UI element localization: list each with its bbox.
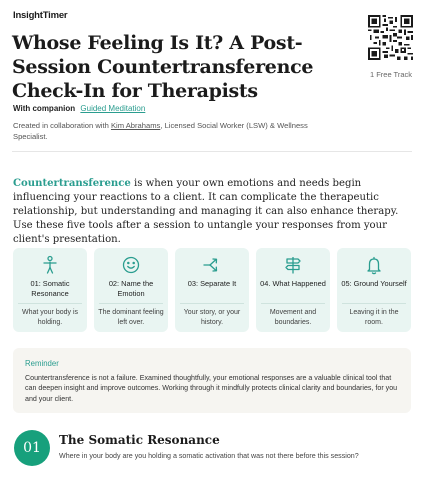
collab-prefix: Created in collaboration with [13, 121, 109, 130]
tool-divider [180, 303, 244, 304]
companion-line [13, 104, 145, 113]
insight-timer-logo[interactable]: InsightTimer [13, 10, 68, 21]
collaboration-credit [13, 120, 313, 142]
step-number-badge: 01 [14, 430, 50, 466]
tool-card-what-happened[interactable] [256, 248, 330, 332]
collab-suffix: , Licensed Social Worker (LSW) & Wellness Specialist. [13, 121, 308, 141]
intro-paragraph [13, 177, 411, 247]
tool-card-somatic-resonance[interactable] [13, 248, 87, 332]
reminder-text: Countertransference is not a failure. Examined thoughtfully, your emotional responses are a valuable clinical tool that can deepen insight and improve outcomes. Working through it mindfully protects clinical clarity and boundaries, for you and your client. [25, 374, 398, 403]
signpost-icon [283, 255, 303, 275]
qr-code[interactable] [368, 15, 413, 60]
tool-divider [99, 303, 163, 304]
tool-description: Your story, or your history. [183, 309, 241, 326]
reminder-box [13, 348, 411, 413]
tool-description: Leaving it in the room. [349, 309, 399, 326]
tool-card-ground-yourself[interactable] [337, 248, 411, 332]
split-arrows-icon [202, 255, 222, 275]
intro-text: is when your own emotions and needs begin influencing your reactions to a client. It can complicate the therapeutic relationship, but understanding and managing it can also enhance therapy. Use these five tools after a session to untangle your responses from your client's presentation. [13, 178, 399, 245]
tool-divider [342, 303, 406, 304]
tool-label: 04. What Happened [260, 279, 326, 288]
tools-row [13, 248, 411, 332]
free-track-label: 1 Free Track [369, 70, 413, 79]
step-question: Where in your body are you holding a somatic activation that was not there before this session? [59, 452, 359, 460]
tool-description: Movement and boundaries. [269, 309, 317, 326]
tool-label: 01: Somatic Resonance [30, 279, 70, 298]
tool-label: 03: Separate It [187, 279, 237, 288]
tool-card-name-the-emotion[interactable] [94, 248, 168, 332]
tool-label: 05: Ground Yourself [341, 279, 407, 288]
countertransference-term: Countertransference [13, 178, 131, 189]
tool-description: The dominant feeling left over. [98, 309, 164, 326]
page-title: Whose Feeling Is It? A Post-Session Countertransference Check-In for Therapists [12, 32, 314, 102]
divider [12, 151, 412, 152]
author-link[interactable]: Kim Abrahams [110, 121, 161, 130]
step-title: The Somatic Resonance [59, 433, 220, 447]
tool-card-separate-it[interactable] [175, 248, 249, 332]
bell-icon [364, 255, 384, 275]
smile-face-icon [121, 255, 141, 275]
person-icon [40, 255, 60, 275]
tool-label: 02: Name the Emotion [108, 279, 154, 298]
reminder-heading: Reminder [25, 359, 59, 368]
companion-label: With companion [13, 104, 76, 113]
guided-meditation-link[interactable]: Guided Meditation [80, 104, 146, 113]
tool-divider [261, 303, 325, 304]
tool-divider [18, 303, 82, 304]
tool-description: What your body is holding. [21, 309, 79, 326]
